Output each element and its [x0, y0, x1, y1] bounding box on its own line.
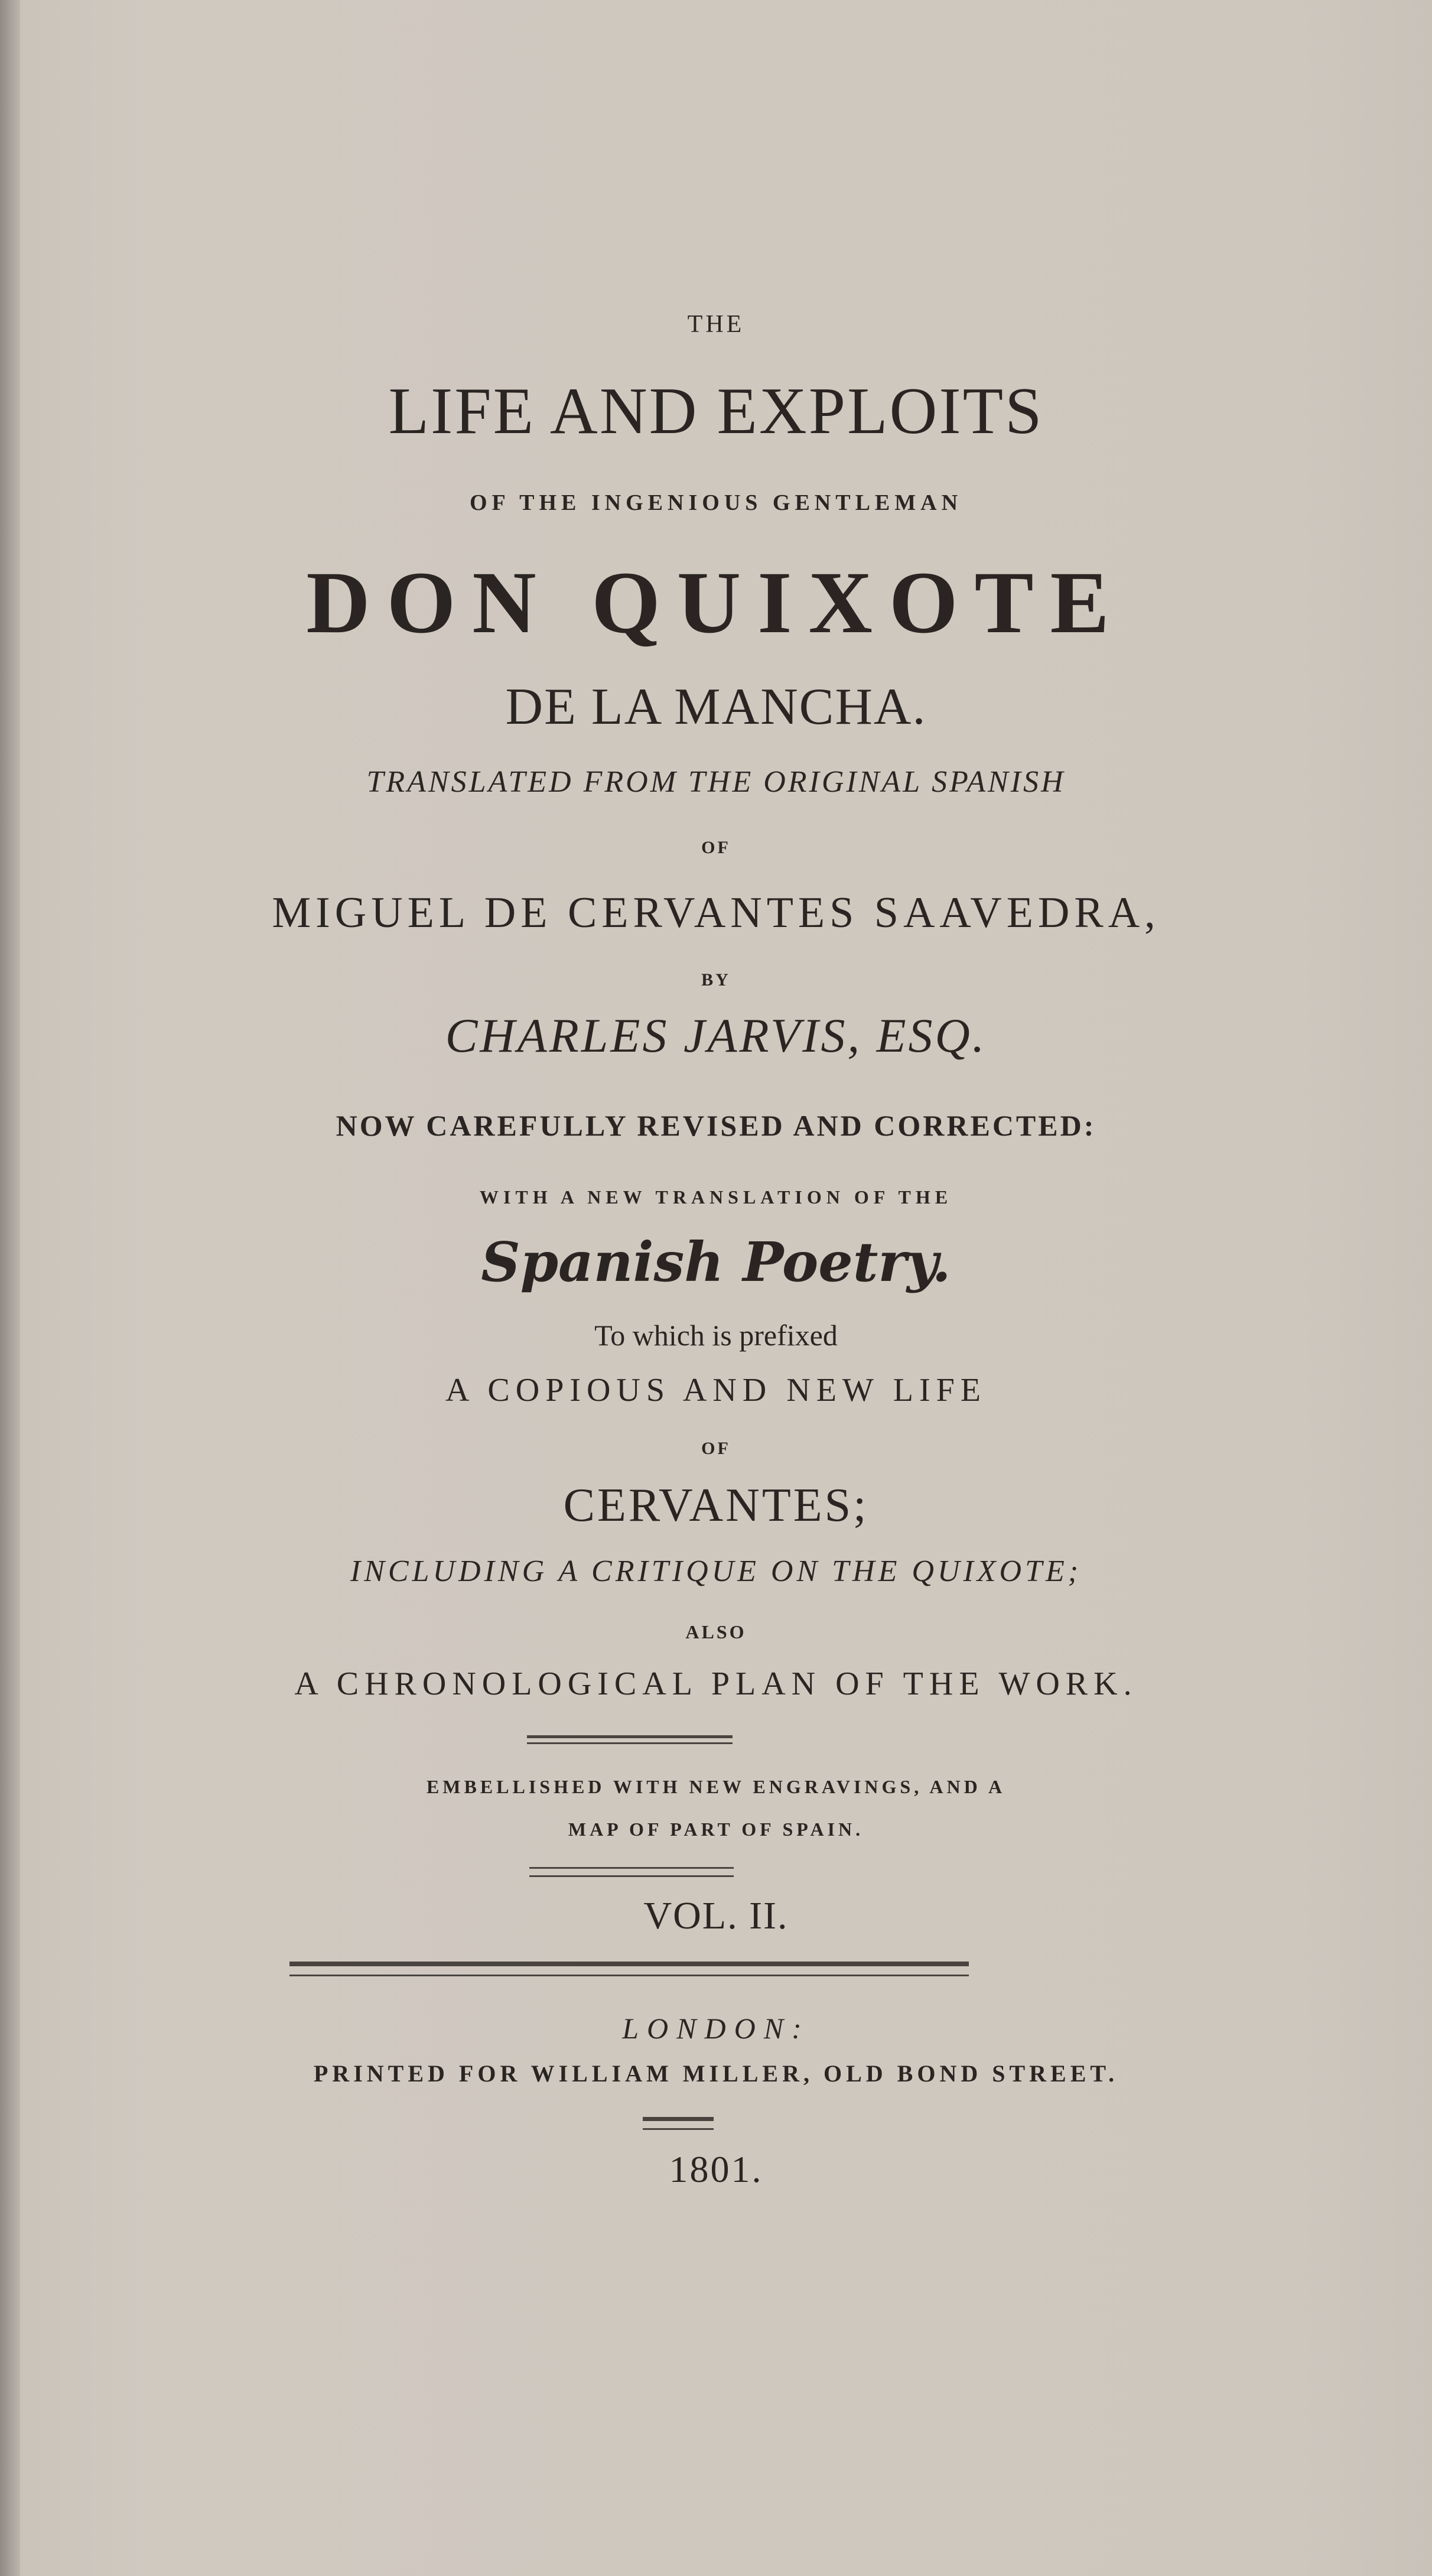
divider-rule-1	[527, 1735, 733, 1738]
translator-name: CHARLES JARVIS, ESQ.	[445, 1009, 987, 1062]
copious-life-line: A COPIOUS AND NEW LIFE	[445, 1372, 987, 1409]
translated-line: TRANSLATED FROM THE ORIGINAL SPANISH	[366, 765, 1066, 799]
of-line-1: OF	[701, 838, 731, 857]
title-don-quixote: DON QUIXOTE	[306, 554, 1126, 652]
map-line: MAP OF PART OF SPAIN.	[568, 1819, 864, 1840]
critique-line: INCLUDING A CRITIQUE ON THE QUIXOTE;	[350, 1554, 1082, 1588]
spanish-poetry: Spanish Poetry.	[481, 1230, 951, 1294]
of-line-2: OF	[701, 1439, 731, 1458]
divider-rule-2	[529, 1867, 734, 1869]
divider-rule-4b	[643, 2128, 714, 2130]
divider-rule-1b	[527, 1742, 733, 1744]
cervantes-line: CERVANTES;	[563, 1479, 869, 1531]
divider-rule-2b	[529, 1875, 734, 1877]
revised-line: NOW CAREFULLY REVISED AND CORRECTED:	[336, 1109, 1096, 1142]
title-life-and-exploits: LIFE AND EXPLOITS	[388, 375, 1044, 448]
prefixed-line: To which is prefixed	[594, 1319, 838, 1352]
volume-line: VOL. II.	[643, 1894, 789, 1937]
year-line: 1801.	[669, 2148, 763, 2190]
the-line: THE	[687, 311, 745, 338]
also-line: ALSO	[685, 1621, 747, 1642]
printed-for-line: PRINTED FOR WILLIAM MILLER, OLD BOND STREET.	[313, 2060, 1119, 2087]
divider-rule-4	[643, 2117, 714, 2121]
divider-rule-3b	[289, 1975, 969, 1976]
embellished-line: EMBELLISHED WITH NEW ENGRAVINGS, AND A	[426, 1776, 1006, 1797]
title-ingenious-gentleman: OF THE INGENIOUS GENTLEMAN	[469, 490, 963, 515]
chronological-plan-line: A CHRONOLOGICAL PLAN OF THE WORK.	[294, 1666, 1138, 1702]
author-name: MIGUEL DE CERVANTES SAAVEDRA,	[272, 889, 1160, 937]
by-line: BY	[701, 970, 731, 990]
with-new-translation-line: WITH A NEW TRANSLATION OF THE	[479, 1186, 953, 1208]
title-de-la-mancha: DE LA MANCHA.	[505, 678, 927, 736]
divider-rule-3	[289, 1962, 969, 1966]
london-line: LONDON:	[622, 2012, 810, 2045]
